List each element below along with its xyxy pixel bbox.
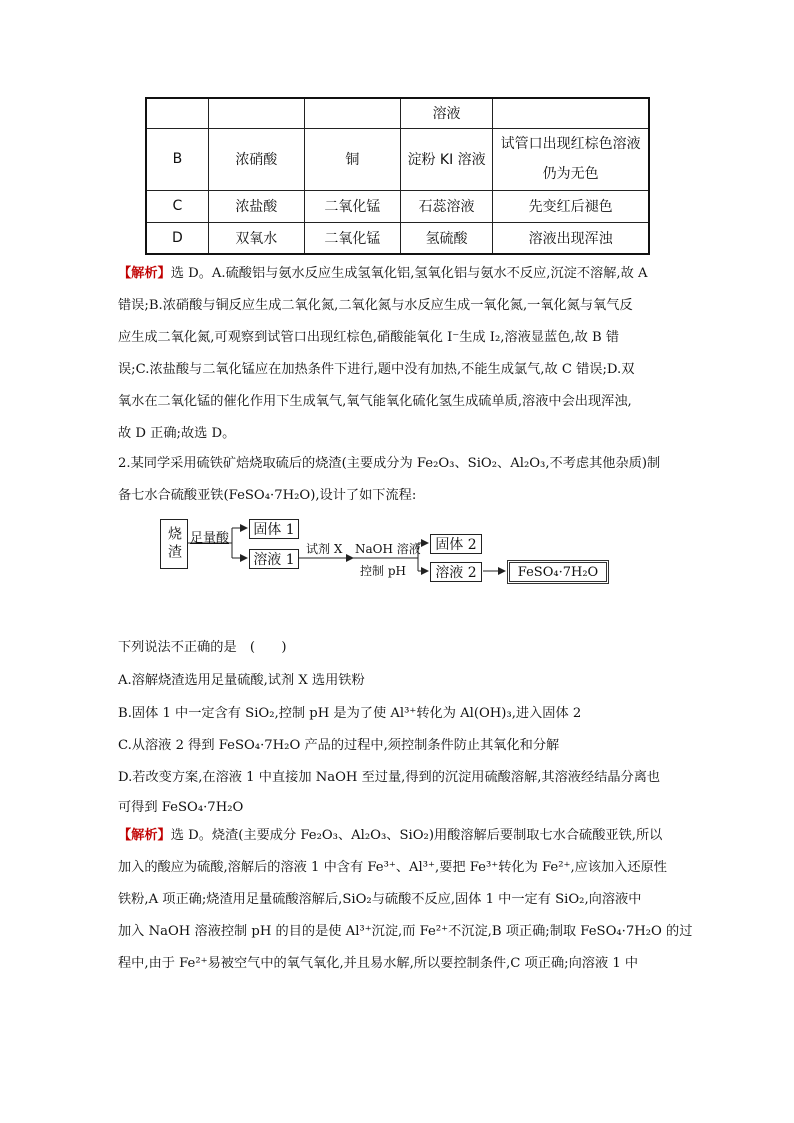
table-cell: 铜: [304, 128, 400, 190]
option-c: C.从溶液 2 得到 FeSO₄·7H₂O 产品的过程中,须控制条件防止其氧化和分解: [118, 738, 560, 753]
reagent-label: 试剂 X: [306, 542, 343, 556]
table-cell: [208, 98, 304, 128]
table-row: [146, 190, 649, 222]
table-row: [146, 98, 649, 128]
analysis-line: 误;C.浓盐酸与二氧化锰应在加热条件下进行,题中没有加热,不能生成氯气,故 C 错误;D.双: [118, 362, 635, 377]
option-a: A.溶解烧渣选用足量硫酸,试剂 X 选用铁粉: [118, 673, 365, 688]
analysis-2: [118, 820, 693, 980]
start-label: 烧渣: [166, 526, 182, 562]
solid1-label: 固体 1: [253, 522, 295, 538]
table-cell: 先变红后褪色: [493, 190, 649, 222]
table-cell: [493, 128, 649, 190]
analysis-line: 应生成二氧化氮,可观察到试管口出现红棕色,硝酸能氧化 I⁻生成 I₂,溶液显蓝色,故 B 错: [118, 330, 620, 345]
option-d-cont: 可得到 FeSO₄·7H₂O: [118, 800, 244, 815]
question-stem: 下列说法不正确的是 ( ): [118, 640, 287, 655]
analysis-line: 选 D。A.硫酸铝与氨水反应生成氢氧化铝,氢氧化铝与氨水不反应,沉淀不溶解,故 A: [170, 266, 648, 281]
analysis-line: 故 D 正确;故选 D。: [118, 426, 236, 441]
acid-label: 足量酸: [190, 531, 230, 546]
table-cell-line: 仍为无色: [542, 166, 599, 182]
table-cell: 溶液出现浑浊: [493, 222, 649, 254]
start-box: [160, 519, 188, 569]
analysis-line: 加入的酸应为硫酸,溶解后的溶液 1 中含有 Fe³⁺、Al³⁺,要把 Fe³⁺转化为 Fe²⁺,应该加入还原性: [118, 860, 667, 875]
table-cell: D: [146, 222, 208, 254]
question-line: 备七水合硫酸亚铁(FeSO₄·7H₂O),设计了如下流程:: [118, 488, 417, 503]
question-2: [118, 448, 678, 512]
table-cell: [304, 98, 400, 128]
table-cell: 二氧化锰: [304, 190, 400, 222]
table-cell: 二氧化锰: [304, 222, 400, 254]
experiment-table: [145, 97, 650, 255]
ph-label: 控制 pH: [360, 564, 406, 578]
table-cell: 石蕊溶液: [400, 190, 492, 222]
product-box: [507, 560, 609, 584]
solid2-box: [430, 534, 482, 554]
table-cell: 浓硝酸: [208, 128, 304, 190]
analysis-tag: 【解析】: [118, 266, 171, 281]
analysis-tag: 【解析】: [118, 828, 171, 843]
solid2-label: 固体 2: [435, 537, 477, 553]
analysis-line: 选 D。烧渣(主要成分 Fe₂O₃、Al₂O₃、SiO₂)用酸溶解后要制取七水合硫酸亚铁,所以: [170, 828, 663, 843]
table-row: [146, 128, 649, 190]
solution2-box: [430, 562, 482, 582]
table-cell-line: 试管口出现红棕色溶液: [500, 136, 641, 152]
product-label: FeSO₄·7H₂O: [517, 564, 599, 580]
solution1-label: 溶液 1: [253, 552, 295, 568]
solid1-box: [249, 519, 299, 539]
analysis-line: 加入 NaOH 溶液控制 pH 的目的是使 Al³⁺沉淀,而 Fe²⁺不沉淀,B 项正确;制取 FeSO₄·7H₂O 的过: [118, 924, 693, 939]
table-cell: B: [146, 128, 208, 190]
table-cell: 浓盐酸: [208, 190, 304, 222]
naoh-label: NaOH 溶液: [355, 542, 421, 556]
question-line: 2.某同学采用硫铁矿焙烧取硫后的烧渣(主要成分为 Fe₂O₃、SiO₂、Al₂O₃,不考虑其他杂质)制: [118, 456, 661, 471]
analysis-1: [118, 258, 678, 450]
table-cell: 氢硫酸: [400, 222, 492, 254]
table-cell: [493, 98, 649, 128]
table-cell: [146, 98, 208, 128]
analysis-line: 铁粉,A 项正确;烧渣用足量硫酸溶解后,SiO₂与硫酸不反应,固体 1 中一定有 SiO₂,向溶液中: [118, 892, 642, 907]
analysis-line: 程中,由于 Fe²⁺易被空气中的氧气氧化,并且易水解,所以要控制条件,C 项正确;向溶液 1 中: [118, 956, 639, 971]
option-b: B.固体 1 中一定含有 SiO₂,控制 pH 是为了使 Al³⁺转化为 Al(OH)₃,进入固体 2: [118, 706, 582, 721]
table-cell: 溶液: [400, 98, 492, 128]
table-row: [146, 222, 649, 254]
analysis-line: 氧水在二氧化锰的催化作用下生成氧气,氧气能氧化硫化氢生成硫单质,溶液中会出现浑浊,: [118, 394, 632, 409]
option-d: D.若改变方案,在溶液 1 中直接加 NaOH 至过量,得到的沉淀用硫酸溶解,其溶液经结晶分离也: [118, 770, 661, 785]
solution1-box: [249, 549, 299, 569]
analysis-line: 错误;B.浓硝酸与铜反应生成二氧化氮,二氧化氮与水反应生成一氧化氮,一氧化氮与氧气反: [118, 298, 633, 313]
table-cell: 双氧水: [208, 222, 304, 254]
table-cell: C: [146, 190, 208, 222]
table-cell: 淀粉 KI 溶液: [400, 128, 492, 190]
solution2-label: 溶液 2: [435, 565, 477, 581]
